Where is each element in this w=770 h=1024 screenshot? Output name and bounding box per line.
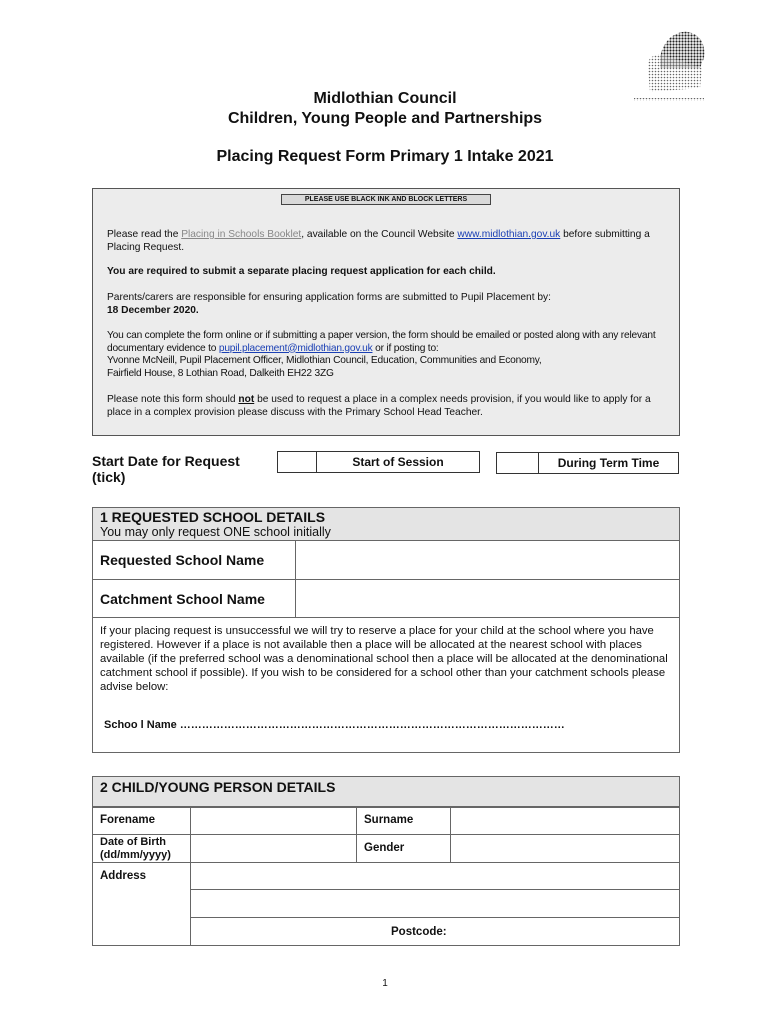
gender-input[interactable] xyxy=(450,834,680,863)
catchment-school-label: Catchment School Name xyxy=(93,580,296,617)
alternative-school-name-line[interactable]: Schoo l Name …………………………………………………………………………………………… xyxy=(104,719,565,731)
catchment-school-input[interactable] xyxy=(296,580,679,617)
requested-school-section xyxy=(92,507,680,753)
requested-school-row xyxy=(93,541,679,580)
ink-notice: PLEASE USE BLACK INK AND BLOCK LETTERS xyxy=(281,194,491,205)
postcode-row[interactable] xyxy=(190,917,680,946)
alternative-school-note: If your placing request is unsuccessful we will try to reserve a place for your child at the school where you have registered. However if a place is not available then a place will be allocated at the nearest school with places available (if the preferred school was a denominational school then a place will be allocated at the denominational catchment school if possible). If you wish to be considered for a school other than your catchment schools please advise below: xyxy=(100,625,668,693)
instruction-paragraph-3: Parents/carers are responsible for ensuring application forms are submitted to Pupil Placement by: 18 December 2020. xyxy=(107,292,669,317)
section-1-header xyxy=(93,508,679,541)
instructions-panel xyxy=(92,188,680,436)
forename-input[interactable] xyxy=(190,806,357,835)
requested-school-label: Requested School Name xyxy=(93,541,296,579)
address-line-2-input[interactable] xyxy=(190,889,680,918)
start-of-session-label: Start of Session xyxy=(316,451,480,473)
address-label: Address xyxy=(92,862,191,946)
requested-school-input[interactable] xyxy=(296,541,679,579)
page-number: 1 xyxy=(382,978,388,989)
catchment-school-row xyxy=(93,580,679,618)
deadline-date: 18 December 2020. xyxy=(107,304,199,316)
surname-input[interactable] xyxy=(450,806,680,835)
surname-label: Surname xyxy=(356,806,451,835)
date-of-birth-input[interactable] xyxy=(190,834,357,863)
address-line-1-input[interactable] xyxy=(190,862,680,890)
form-title: Placing Request Form Primary 1 Intake 2021 xyxy=(216,148,554,165)
instruction-paragraph-5: Please note this form should not be used to request a place in a complex needs provision, if you would like to apply for a place in a complex provision please discuss with the Primary School Head Teacher. xyxy=(107,394,651,418)
email-link[interactable]: pupil.placement@midlothian.gov.uk xyxy=(218,342,373,354)
instruction-paragraph-2: You are required to submit a separate placing request application for each child. xyxy=(107,266,496,277)
postcode-label: Postcode: xyxy=(391,926,447,938)
during-term-time-label: During Term Time xyxy=(538,452,679,474)
forename-label: Forename xyxy=(92,806,191,835)
start-of-session-checkbox[interactable] xyxy=(277,451,317,473)
section-1-subtitle: You may only request ONE school initially xyxy=(100,525,331,539)
gender-label: Gender xyxy=(356,834,451,863)
section-1-title: 1 REQUESTED SCHOOL DETAILS xyxy=(100,509,326,525)
date-of-birth-label: Date of Birth (dd/mm/yyyy) xyxy=(92,834,191,863)
website-link[interactable]: www.midlothian.gov.uk xyxy=(457,229,561,240)
during-term-time-checkbox[interactable] xyxy=(496,452,539,474)
start-date-label: Start Date for Request (tick) xyxy=(92,453,240,485)
instruction-paragraph-4: You can complete the form online or if submitting a paper version, the form should be emailed or posted along with any relevant documentary evidence to pupil.placement@midlothian.gov.uk or if posting to: Yvonne McNeill, Pupil Placement Officer, Midlothian Council, Education, Communities and Economy, Fairfield House, 8 Lothian Road, Dalkeith EH22 3ZG xyxy=(107,330,656,379)
instruction-paragraph-1: Please read the Placing in Schools Booklet, available on the Council Website www.midlothian.gov.uk before submitting a Placing Request. xyxy=(107,229,650,253)
department-name: Children, Young People and Partnerships xyxy=(227,110,543,127)
section-2-title: 2 CHILD/YOUNG PERSON DETAILS xyxy=(93,777,679,808)
council-name: Midlothian Council xyxy=(313,90,457,107)
booklet-link[interactable]: Placing in Schools Booklet xyxy=(181,229,302,240)
